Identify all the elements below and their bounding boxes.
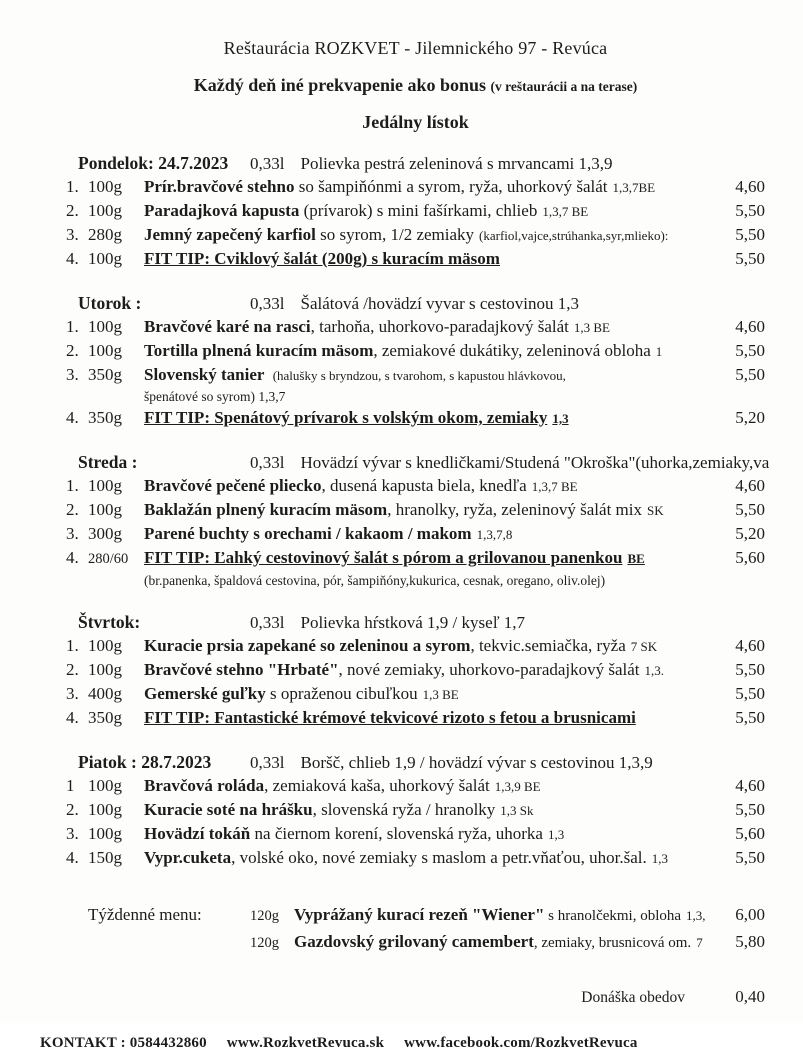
menu-item-row <box>66 682 765 706</box>
item-number: 2. <box>66 660 79 679</box>
item-text <box>144 658 711 682</box>
item-number: 4. <box>66 848 79 867</box>
item-text <box>144 406 711 430</box>
item-price: 5,60 <box>735 824 765 843</box>
item-desc: so šampiňónmi a syrom, ryža, uhorkový šalát <box>294 177 608 196</box>
item-allergens: 1 <box>655 344 663 359</box>
item-price: 5,50 <box>735 660 765 679</box>
item-weight: 100g <box>88 500 122 519</box>
item-number: 1. <box>66 317 79 336</box>
item-desc: , tekvic.semiačka, ryža <box>470 636 626 655</box>
item-weight: 120g <box>250 935 279 951</box>
item-name: Paradajková kapusta <box>144 201 300 220</box>
item-weight: 100g <box>88 249 122 268</box>
item-price: 6,00 <box>735 905 765 924</box>
item-weight: 120g <box>250 908 279 924</box>
item-name: Bravčové stehno "Hrbaté" <box>144 660 339 679</box>
contact-facebook: www.facebook.com/RozkvetRevuca <box>404 1035 638 1051</box>
day-header <box>78 611 765 634</box>
item-note: špenátové so syrom) 1,3,7 <box>144 389 286 404</box>
menu-item-row <box>66 223 765 247</box>
item-weight: 100g <box>88 824 122 843</box>
menu-item-row <box>66 774 765 798</box>
item-price: 5,50 <box>735 708 765 727</box>
page-title: Reštaurácia ROZKVET - Jilemnického 97 - Revúca <box>223 38 608 58</box>
menu-item-row <box>66 498 765 522</box>
menu-item-row <box>66 199 765 223</box>
item-desc: , hranolky, ryža, zeleninový šalát mix <box>387 500 642 519</box>
item-weight: 400g <box>88 684 122 703</box>
item-allergens: BE <box>627 551 645 566</box>
item-desc: s hranolčekmi, obloha <box>544 908 682 924</box>
item-text <box>144 682 711 706</box>
menu-item-row <box>66 522 765 546</box>
item-weight: 150g <box>88 848 122 867</box>
delivery-line <box>66 986 765 1009</box>
item-number: 3. <box>66 365 79 384</box>
menu-item-row <box>66 474 765 498</box>
item-name: FIT TIP: Cviklový šalát (200g) s kuracím mäsom <box>144 249 500 268</box>
item-weight: 280/60 <box>88 551 129 567</box>
day-header <box>78 292 765 315</box>
item-desc: , volské oko, nové zemiaky s maslom a petr.vňaťou, uhor.šal. <box>231 848 647 867</box>
item-text <box>144 498 711 522</box>
menu-item-row <box>66 846 765 870</box>
day-section-piatok <box>66 751 765 870</box>
weekly-item-row <box>250 929 765 956</box>
item-price: 5,60 <box>735 548 765 567</box>
item-weight: 100g <box>88 201 122 220</box>
item-text <box>144 774 711 798</box>
item-allergens: 7 SK <box>630 639 658 654</box>
item-price: 5,50 <box>735 800 765 819</box>
item-weight: 350g <box>88 408 122 427</box>
menu-title: Jedálny lístok <box>362 112 469 132</box>
item-weight: 100g <box>88 341 122 360</box>
item-text <box>144 846 711 870</box>
item-price: 5,50 <box>735 848 765 867</box>
item-name: FIT TIP: Spenátový prívarok s volským okom, zemiaky <box>144 408 548 427</box>
contact-phone: KONTAKT : 0584432860 <box>40 1035 207 1051</box>
item-allergens: 1,3. <box>644 663 665 678</box>
menu-item-row <box>66 339 765 363</box>
item-allergens: 1,3,7,8 <box>476 527 513 542</box>
item-price: 5,50 <box>735 684 765 703</box>
soup-name: Hovädzí vývar s knedličkami/Studená "Okroška"(uhorka,zemiaky,va <box>300 453 770 472</box>
item-weight: 100g <box>88 800 122 819</box>
item-weight: 100g <box>88 636 122 655</box>
soup-name: Šalátová /hovädzí vyvar s cestovinou 1,3 <box>300 294 580 313</box>
day-name: Štvrtok: <box>78 612 141 632</box>
item-price: 5,50 <box>735 500 765 519</box>
item-name: Bravčové pečené pliecko <box>144 476 322 495</box>
item-weight: 100g <box>88 177 122 196</box>
item-allergens: 7 <box>696 935 703 950</box>
item-desc: , zemiaky, brusnicová om. <box>533 935 692 951</box>
item-name: Vyprážaný kurací rezeň "Wiener" <box>294 905 545 924</box>
item-weight: 100g <box>88 660 122 679</box>
item-price: 4,60 <box>735 636 765 655</box>
bonus-bold-text: Každý deň iné prekvapenie ako bonus <box>193 75 487 95</box>
day-section-pondelok <box>66 152 765 271</box>
item-text <box>144 199 711 223</box>
item-text <box>144 223 711 247</box>
item-note: (br.panenka, špaldová cestovina, pór, šampiňóny,kukurica, cesnak, oregano, oliv.olej) <box>144 573 606 588</box>
item-allergens: SK <box>647 503 664 518</box>
menu-item-row <box>66 822 765 846</box>
menu-item-row <box>66 634 765 658</box>
item-text <box>144 822 711 846</box>
item-name: Tortilla plnená kuracím mäsom <box>144 341 374 360</box>
item-number: 1 <box>66 776 75 795</box>
item-desc: s opraženou cibuľkou <box>265 684 418 703</box>
menu-item-row <box>66 546 765 571</box>
item-name: Jemný zapečený karfiol <box>144 225 316 244</box>
day-section-streda <box>66 451 770 590</box>
item-text <box>144 546 711 570</box>
item-desc: so syrom, 1/2 zemiaky <box>315 225 475 244</box>
item-name: Slovenský tanier <box>144 365 265 384</box>
item-number: 4. <box>66 408 79 427</box>
item-allergens: 1,3 <box>651 851 668 866</box>
menu-item-row <box>66 706 765 730</box>
item-weight: 350g <box>88 365 122 384</box>
contact-website: www.RozkvetRevuca.sk <box>226 1035 385 1051</box>
item-price: 5,80 <box>735 932 765 951</box>
item-name: Gazdovský grilovaný camembert <box>294 932 534 951</box>
menu-item-row <box>66 175 765 199</box>
item-desc: (halušky s bryndzou, s tvarohom, s kapustou hlávkovou, <box>269 368 566 383</box>
day-section-utorok <box>66 292 765 430</box>
item-name: Kuracie prsia zapekané so zeleninou a syrom <box>144 636 471 655</box>
item-allergens: 1,3,9 BE <box>494 779 541 794</box>
item-price: 5,50 <box>735 225 765 244</box>
item-price: 5,20 <box>735 524 765 543</box>
item-number: 2. <box>66 341 79 360</box>
soup-volume: 0,33l <box>250 453 285 472</box>
item-desc: , dusená kapusta biela, knedľa <box>321 476 527 495</box>
item-number: 4. <box>66 548 79 567</box>
menu-item-row <box>66 406 765 430</box>
item-price: 5,50 <box>735 365 765 384</box>
item-name: Baklažán plnený kuracím mäsom <box>144 500 388 519</box>
item-text <box>144 247 711 271</box>
menu-item-row <box>66 363 765 387</box>
soup-name: Polievka pestrá zeleninová s mrvancami 1,3,9 <box>300 154 613 173</box>
item-text <box>144 798 711 822</box>
item-allergens: (karfiol,vajce,strúhanka,syr,mlieko): <box>479 228 669 243</box>
item-allergens: 1,3,7 BE <box>542 204 589 219</box>
delivery-label: Donáška obedov <box>581 989 685 1006</box>
delivery-price: 0,40 <box>735 987 765 1006</box>
soup-volume: 0,33l <box>250 294 285 313</box>
item-number: 2. <box>66 500 79 519</box>
item-name: Hovädzí tokáň <box>144 824 251 843</box>
weekly-item-row <box>250 902 765 929</box>
item-weight: 350g <box>88 708 122 727</box>
item-number: 3. <box>66 824 79 843</box>
item-desc: na čiernom korení, slovenská ryža, uhorka <box>250 824 543 843</box>
soup-name: Polievka hŕstková 1,9 / kyseľ 1,7 <box>300 613 526 632</box>
item-number: 1. <box>66 636 79 655</box>
item-number: 2. <box>66 800 79 819</box>
soup-volume: 0,33l <box>250 154 285 173</box>
item-number: 3. <box>66 225 79 244</box>
bonus-small-text: (v reštaurácii a na terase) <box>490 79 638 94</box>
soup-volume: 0,33l <box>250 753 285 772</box>
item-text <box>144 634 711 658</box>
item-name: FIT TIP: Fantastické krémové tekvicové rizoto s fetou a brusnicami <box>144 708 636 727</box>
item-allergens: 1,3,7 BE <box>531 479 578 494</box>
soup-name: Boršč, chlieb 1,9 / hovädzí vývar s cestovinou 1,3,9 <box>300 753 653 772</box>
item-text <box>144 474 711 498</box>
item-allergens: 1,3 Sk <box>500 803 534 818</box>
item-text <box>144 175 711 199</box>
item-price: 5,20 <box>735 408 765 427</box>
item-price: 5,50 <box>735 249 765 268</box>
day-name: Pondelok: 24.7.2023 <box>78 153 229 173</box>
item-text <box>144 315 711 339</box>
item-number: 4. <box>66 249 79 268</box>
bonus-line <box>66 73 765 99</box>
menu-item-row <box>66 798 765 822</box>
item-price: 5,50 <box>735 341 765 360</box>
menu-item-row <box>66 658 765 682</box>
item-allergens: 1,3, <box>686 908 706 923</box>
item-name: Vypr.cuketa <box>144 848 232 867</box>
item-allergens: 1,3,7BE <box>612 180 656 195</box>
weekly-menu-items <box>250 902 765 956</box>
item-weight: 100g <box>88 476 122 495</box>
item-name: Prír.bravčové stehno <box>144 177 295 196</box>
item-number: 1. <box>66 177 79 196</box>
item-allergens: 1,3 BE <box>573 320 611 335</box>
menu-item-row <box>66 247 765 271</box>
day-header <box>78 451 770 474</box>
item-text <box>144 706 711 730</box>
item-price: 4,60 <box>735 476 765 495</box>
item-allergens: 1,3 <box>552 411 569 426</box>
item-text <box>294 929 711 956</box>
day-name: Utorok : <box>78 293 142 313</box>
item-weight: 100g <box>88 776 122 795</box>
day-header <box>78 751 765 774</box>
day-name: Streda : <box>78 452 138 472</box>
item-weight: 300g <box>88 524 122 543</box>
weekly-menu <box>88 902 765 956</box>
item-name: Bravčové karé na rasci <box>144 317 311 336</box>
item-text <box>144 522 711 546</box>
item-allergens: 1,3 <box>547 827 565 842</box>
item-name: FIT TIP: Ľahký cestovinový šalát s pórom a grilovanou panenkou <box>144 548 623 567</box>
item-desc: , slovenská ryža / hranolky <box>312 800 496 819</box>
item-price: 4,60 <box>735 317 765 336</box>
day-name: Piatok : 28.7.2023 <box>78 752 212 772</box>
item-price: 5,50 <box>735 201 765 220</box>
soup-volume: 0,33l <box>250 613 285 632</box>
item-desc: , tarhoňa, uhorkovo-paradajkový šalát <box>310 317 569 336</box>
day-section-stvrtok <box>66 611 765 730</box>
day-header <box>78 152 765 175</box>
item-desc: (prívarok) s mini fašírkami, chlieb <box>299 201 538 220</box>
item-number: 3. <box>66 684 79 703</box>
menu-item-row <box>66 315 765 339</box>
item-number: 2. <box>66 201 79 220</box>
item-desc: , zemiakové dukátiky, zeleninová obloha <box>373 341 651 360</box>
weekly-menu-label: Týždenné menu: <box>88 905 202 924</box>
item-weight: 280g <box>88 225 122 244</box>
item-number: 3. <box>66 524 79 543</box>
item-name: Gemerské guľky <box>144 684 266 703</box>
item-weight: 100g <box>88 317 122 336</box>
item-allergens: 1,3 BE <box>422 687 459 702</box>
contact-line <box>40 1035 765 1052</box>
item-name: Parené buchty s orechami / kakaom / makom <box>144 524 472 543</box>
item-price: 4,60 <box>735 177 765 196</box>
item-name: Bravčová roláda <box>144 776 265 795</box>
item-price: 4,60 <box>735 776 765 795</box>
item-desc: , zemiaková kaša, uhorkový šalát <box>264 776 490 795</box>
item-text <box>144 339 711 363</box>
item-number: 4. <box>66 708 79 727</box>
item-desc: , nové zemiaky, uhorkovo-paradajkový šalát <box>338 660 640 679</box>
item-text <box>294 902 711 929</box>
item-text <box>144 363 711 387</box>
item-number: 1. <box>66 476 79 495</box>
item-name: Kuracie soté na hrášku <box>144 800 313 819</box>
